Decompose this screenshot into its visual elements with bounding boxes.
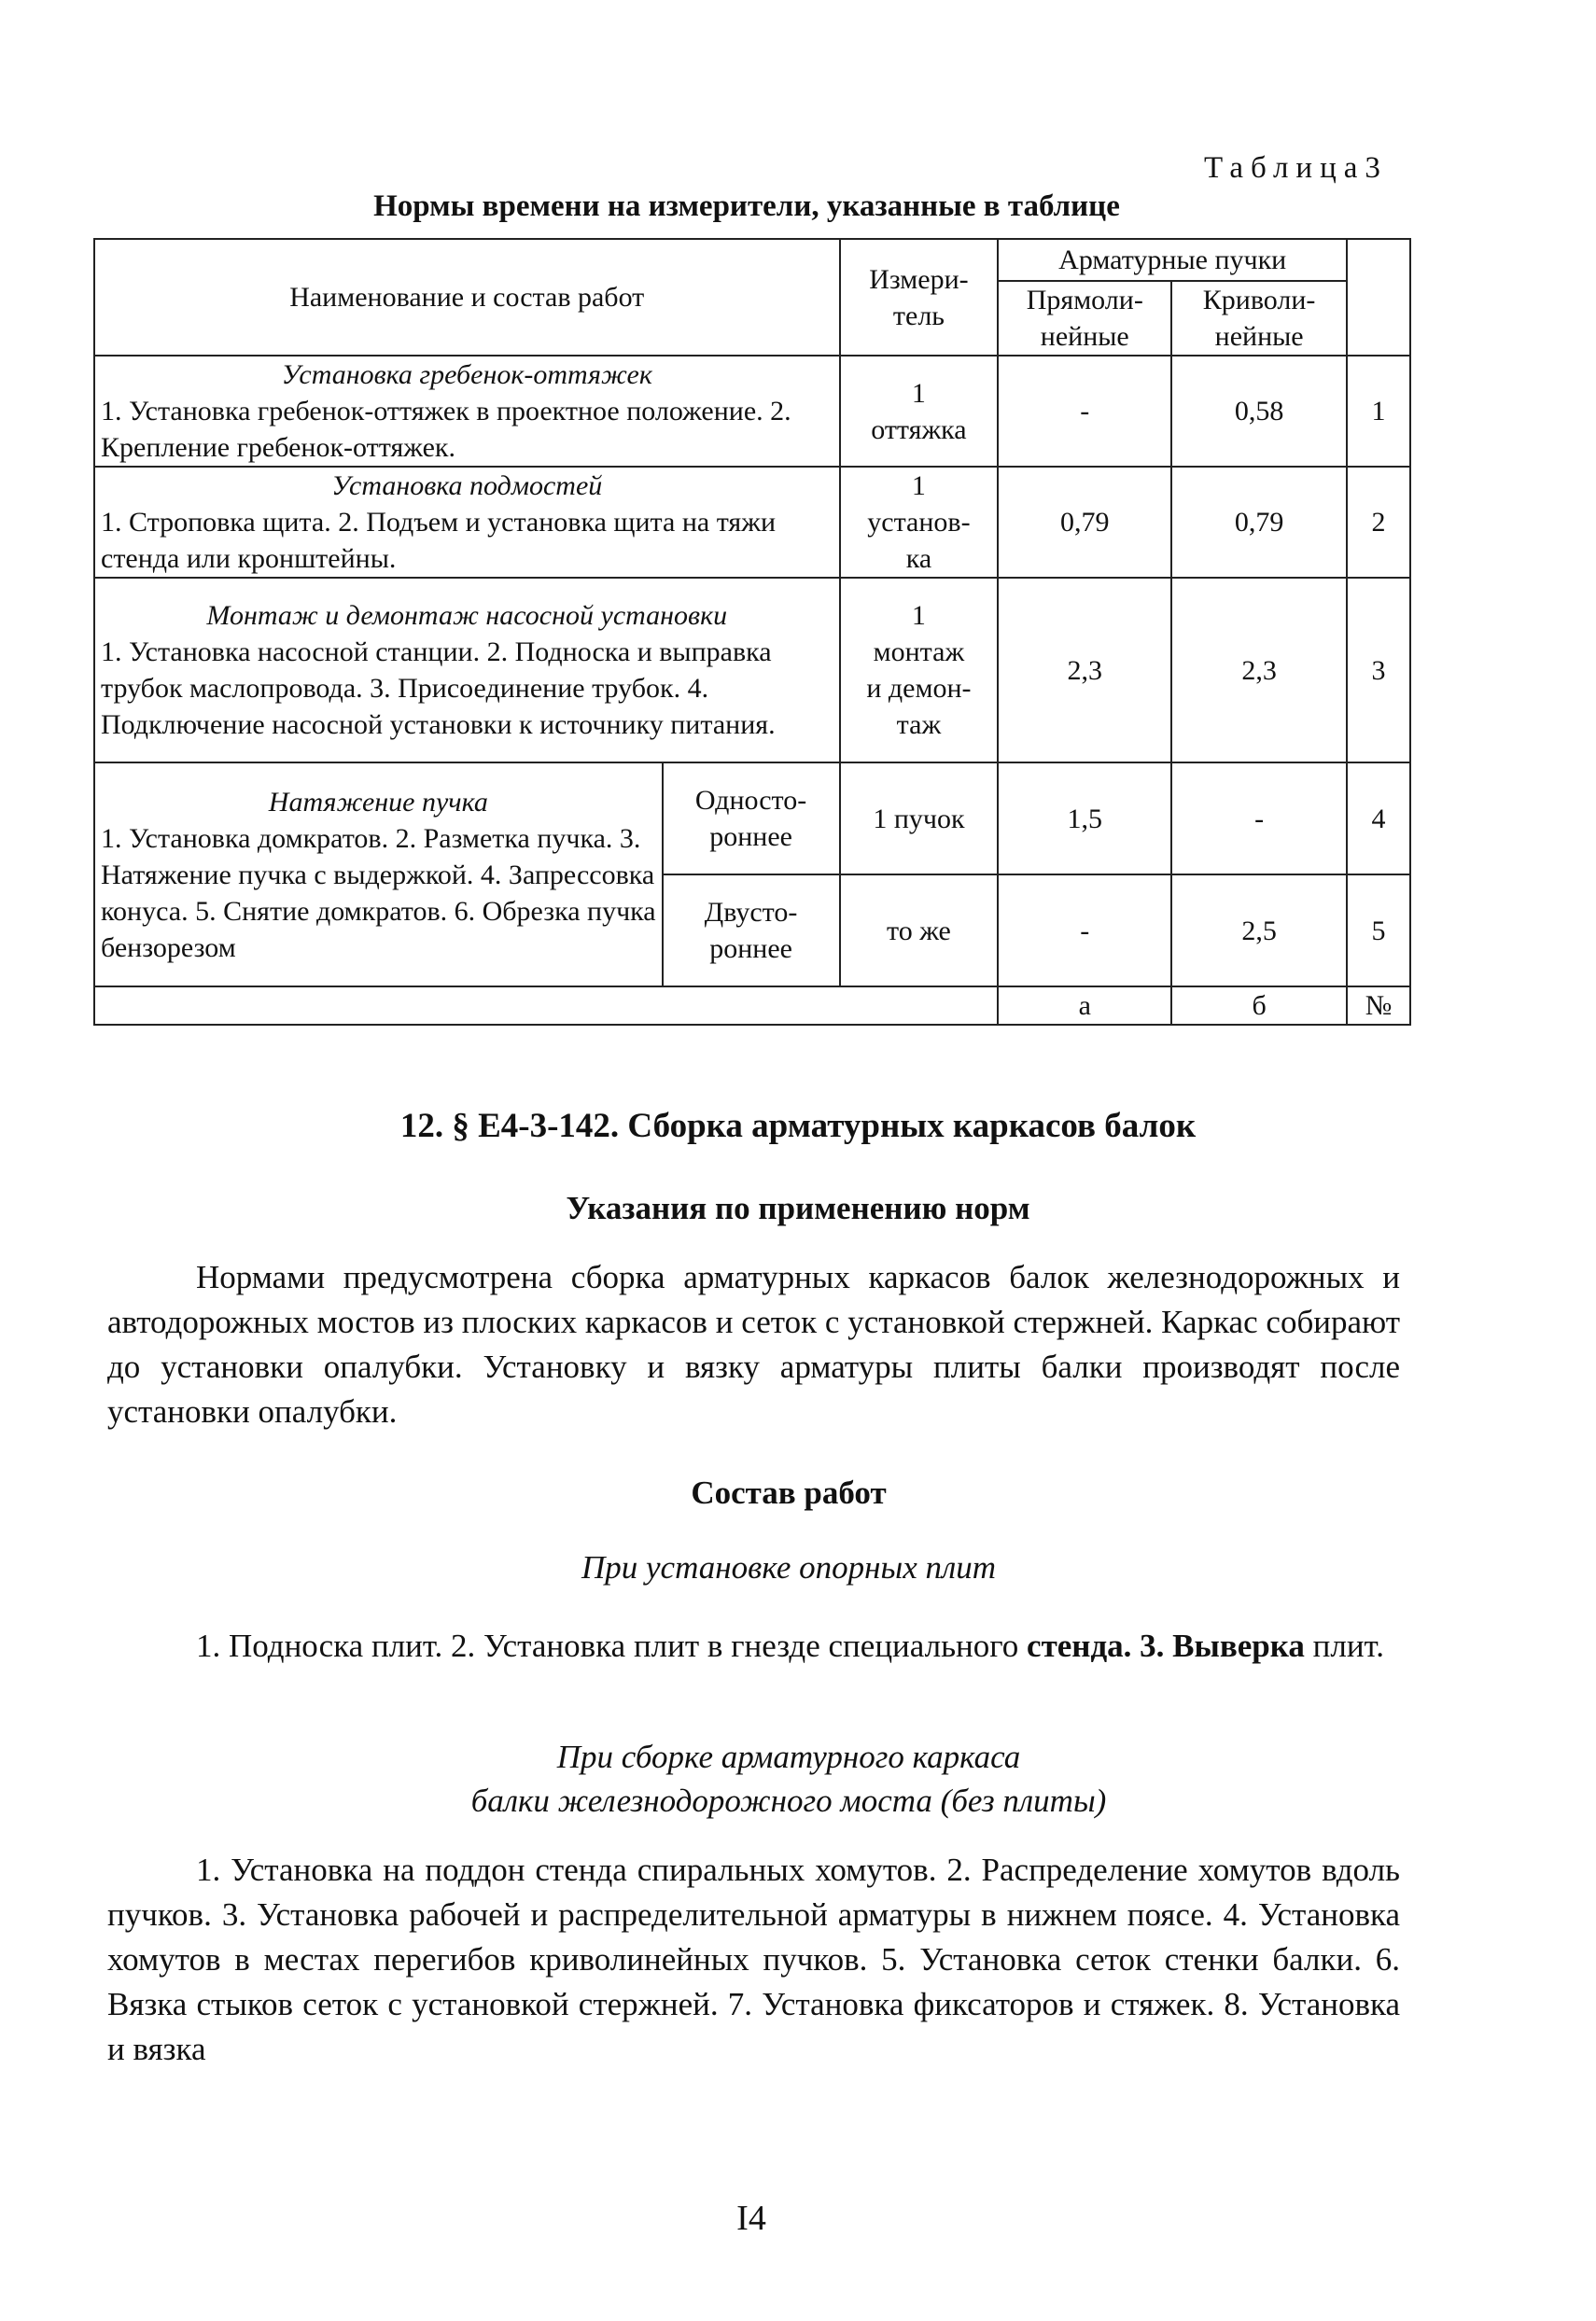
header-straight: Прямоли- нейные <box>998 281 1171 356</box>
row-text: 1. Установка насосной станции. 2. Подноска и выправка трубок маслопровода. 3. Присоединение трубок. 4. Подключение насосной установки к источнику питания. <box>101 636 776 740</box>
row-title: Установка гребенок-оттяжек <box>281 359 652 390</box>
header-num-blank <box>1347 239 1410 356</box>
row-value-a: - <box>998 874 1171 986</box>
row-desc <box>94 467 840 578</box>
footer-b: б <box>1171 986 1347 1025</box>
row-unit: 1 установ- ка <box>840 467 999 578</box>
tension-kind: Двусто- роннее <box>663 874 840 986</box>
row-text: 1. Установка домкратов. 2. Разметка пучка. 3. Натяжение пучка с выдержкой. 4. Запрессовка конуса. 5. Снятие домкратов. 6. Обрезка пучка бензорезом <box>101 822 656 963</box>
composition-heading: Состав работ <box>691 1475 887 1511</box>
row-number: 4 <box>1347 762 1410 874</box>
row-title: Натяжение пучка <box>268 786 488 818</box>
tension-desc <box>94 762 663 986</box>
row-unit: 1 пучок <box>840 762 999 874</box>
subhead-frame-line1: При сборке арматурного каркаса <box>556 1739 1021 1775</box>
table-row <box>94 578 1410 762</box>
row-value-b: - <box>1171 762 1347 874</box>
row-unit: 1 монтаж и демон- таж <box>840 578 999 762</box>
row-text: 1. Строповка щита. 2. Подъем и установка щита на тяжи стенда или кронштейны. <box>101 507 777 574</box>
norms-table <box>93 238 1411 1026</box>
row-value-b: 0,58 <box>1171 356 1347 467</box>
table-footer-row <box>94 986 1410 1025</box>
table-label: Таблица3 <box>1204 151 1388 185</box>
header-name: Наименование и состав работ <box>94 239 840 356</box>
plates-text-1: 1. Подноска плит. 2. Установка плит в гнезде специального <box>196 1628 1019 1664</box>
table-title: Нормы времени на измерители, указанные в таблице <box>373 189 1120 223</box>
header-unit: Измери- тель <box>840 239 999 356</box>
table-row <box>94 356 1410 467</box>
row-number: 3 <box>1347 578 1410 762</box>
row-title: Монтаж и демонтаж насосной установки <box>206 600 728 631</box>
row-value-b: 2,3 <box>1171 578 1347 762</box>
row-value-a: - <box>998 356 1171 467</box>
instructions-paragraph <box>107 1255 1400 1434</box>
row-value-b: 2,5 <box>1171 874 1347 986</box>
row-desc <box>94 578 840 762</box>
frame-text: 1. Установка на поддон стенда спиральных хомутов. 2. Распределение хомутов вдоль пучков. 3. Установка рабочей и распределительной арматуры в нижнем поясе. 4. Установка хомутов в местах перегибов криволинейных пучков. 5. Установка сеток стенки балки. 6. Вязка стыков сеток с установкой стержней. 7. Установка фиксаторов и стяжек. 8. Установка и вязка <box>107 1852 1400 2067</box>
row-number: 5 <box>1347 874 1410 986</box>
subhead-frame-line2: балки железнодорожного моста (без плиты) <box>470 1783 1107 1819</box>
tension-kind: Односто- роннее <box>663 762 840 874</box>
table-row <box>94 762 1410 874</box>
row-number: 2 <box>1347 467 1410 578</box>
row-unit: то же <box>840 874 999 986</box>
instructions-heading: Указания по применению норм <box>566 1190 1030 1226</box>
row-value-a: 0,79 <box>998 467 1171 578</box>
plates-text-2: стенда. 3. Выверка <box>1027 1628 1305 1664</box>
plates-text-3: плит. <box>1312 1628 1384 1664</box>
frame-paragraph <box>107 1848 1400 2072</box>
row-value-a: 1,5 <box>998 762 1171 874</box>
row-number: 1 <box>1347 356 1410 467</box>
row-text: 1. Установка гребенок-оттяжек в проектное положение. 2. Крепление гребенок-оттяжек. <box>101 396 791 463</box>
section-heading: 12. § Е4-3-142. Сборка арматурных каркасов балок <box>399 1107 1197 1145</box>
row-value-a: 2,3 <box>998 578 1171 762</box>
plates-paragraph <box>107 1624 1400 1669</box>
instructions-text: Нормами предусмотрена сборка арматурных каркасов балок железнодорожных и автодорожных мостов из плоских каркасов и сеток с установкой стержней. Каркас собирают до установки опалубки. Установку и вязку арматуры плиты балки производят после установки опалубки. <box>107 1259 1400 1430</box>
subhead-plates: При установке опорных плит <box>581 1549 997 1586</box>
page-number: I4 <box>736 2199 766 2238</box>
footer-a: а <box>998 986 1171 1025</box>
row-desc <box>94 356 840 467</box>
header-curved: Криволи- нейные <box>1171 281 1347 356</box>
row-unit: 1 оттяжка <box>840 356 999 467</box>
header-group: Арматурные пучки <box>998 239 1347 281</box>
footer-blank <box>94 986 998 1025</box>
row-value-b: 0,79 <box>1171 467 1347 578</box>
table-row <box>94 467 1410 578</box>
row-title: Установка подмостей <box>331 470 603 501</box>
footer-num: № <box>1347 986 1410 1025</box>
